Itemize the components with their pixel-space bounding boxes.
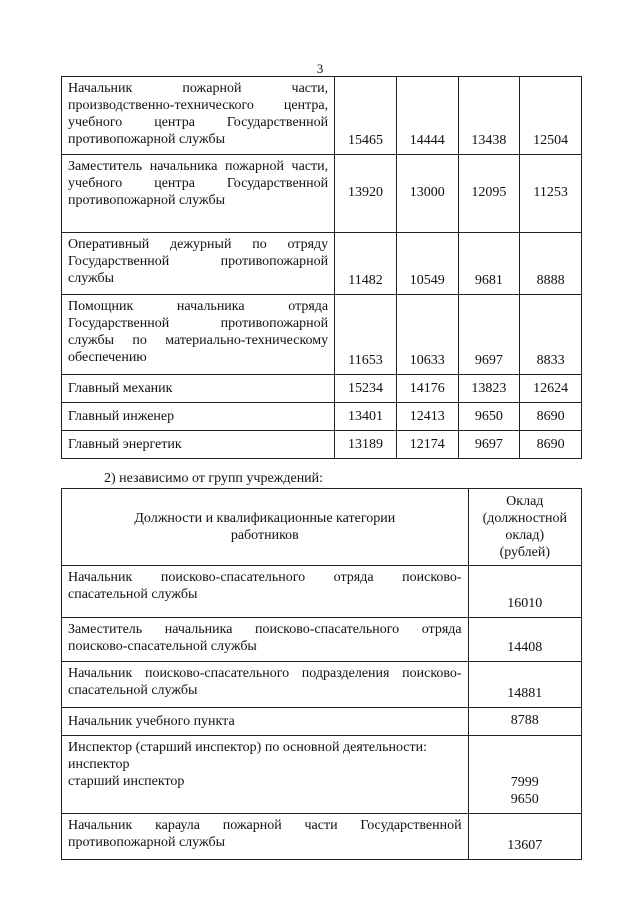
header-position: Должности и квалификационные категории работников bbox=[62, 489, 469, 566]
salary-cell: 11253 bbox=[520, 155, 582, 233]
grade-salary: 9650 bbox=[510, 792, 539, 807]
table-row bbox=[62, 566, 582, 618]
salary-cell: 14408 bbox=[468, 618, 581, 662]
table-header-row bbox=[62, 489, 582, 566]
salary-cell: 8833 bbox=[520, 295, 582, 375]
salary-cell: 14881 bbox=[468, 662, 581, 708]
position-cell: Оперативный дежурный по отряду Государственной противопожарной службы bbox=[62, 233, 335, 295]
salary-cell: 13438 bbox=[458, 77, 520, 155]
table-row bbox=[62, 403, 582, 431]
position-cell: Начальник учебного пункта bbox=[62, 708, 469, 736]
salary-cell: 12413 bbox=[396, 403, 458, 431]
section-label: 2) независимо от групп учреждений: bbox=[104, 471, 324, 486]
table-row bbox=[62, 708, 582, 736]
salary-cell: 13920 bbox=[335, 155, 397, 233]
salary-cell: 14444 bbox=[396, 77, 458, 155]
salary-cell: 13401 bbox=[335, 403, 397, 431]
salary-cell: 8788 bbox=[468, 708, 581, 736]
salary-cell: 9681 bbox=[458, 233, 520, 295]
salary-cell: 13823 bbox=[458, 375, 520, 403]
salary-cell: 8690 bbox=[520, 403, 582, 431]
page-number: 3 bbox=[316, 61, 324, 76]
table-row bbox=[62, 814, 582, 860]
salary-table-independent bbox=[61, 488, 582, 860]
grade-salary: 7999 bbox=[510, 775, 539, 790]
salary-cell: 13607 bbox=[468, 814, 581, 860]
salary-cell: 15465 bbox=[335, 77, 397, 155]
table-row bbox=[62, 155, 582, 233]
table-row bbox=[62, 77, 582, 155]
salary-cell: 14176 bbox=[396, 375, 458, 403]
position-cell: Заместитель начальника поисково-спасательного отряда поисково-спасательной службы bbox=[62, 618, 469, 662]
salary-cell: 10633 bbox=[396, 295, 458, 375]
position-cell bbox=[62, 736, 469, 814]
salary-cell: 12174 bbox=[396, 431, 458, 459]
salary-cell: 12624 bbox=[520, 375, 582, 403]
salary-cell: 11653 bbox=[335, 295, 397, 375]
salary-table-by-group bbox=[61, 76, 582, 459]
position-cell: Начальник поисково-спасательного подразделения поисково-спасательной службы bbox=[62, 662, 469, 708]
salary-cell: 8888 bbox=[520, 233, 582, 295]
position-cell: Начальник караула пожарной части Государственной противопожарной службы bbox=[62, 814, 469, 860]
position-cell: Помощник начальника отряда Государственной противопожарной службы по материально-техническому обеспечению bbox=[62, 295, 335, 375]
table-row bbox=[62, 736, 582, 814]
table-row bbox=[62, 375, 582, 403]
position-cell: Заместитель начальника пожарной части, учебного центра Государственной противопожарной службы bbox=[62, 155, 335, 233]
position-cell: Главный механик bbox=[62, 375, 335, 403]
salary-cell: 12095 bbox=[458, 155, 520, 233]
salary-cell: 15234 bbox=[335, 375, 397, 403]
table-row bbox=[62, 431, 582, 459]
position-cell: Главный энергетик bbox=[62, 431, 335, 459]
salary-cell: 16010 bbox=[468, 566, 581, 618]
salary-cell: 11482 bbox=[335, 233, 397, 295]
salary-cell: 9697 bbox=[458, 295, 520, 375]
salary-cell: 12504 bbox=[520, 77, 582, 155]
salary-cell: 13000 bbox=[396, 155, 458, 233]
salary-cell: 10549 bbox=[396, 233, 458, 295]
position-cell: Начальник пожарной части, производственно-технического центра, учебного центра Государственной противопожарной службы bbox=[62, 77, 335, 155]
salary-cell bbox=[468, 736, 581, 814]
header-salary: Оклад (должностной оклад) (рублей) bbox=[468, 489, 581, 566]
salary-cell: 8690 bbox=[520, 431, 582, 459]
grade-label: старший инспектор bbox=[68, 774, 185, 789]
table-row bbox=[62, 618, 582, 662]
salary-cell: 9697 bbox=[458, 431, 520, 459]
table-row bbox=[62, 233, 582, 295]
table-row bbox=[62, 662, 582, 708]
salary-cell: 13189 bbox=[335, 431, 397, 459]
grade-label: инспектор bbox=[68, 757, 130, 772]
position-cell: Главный инженер bbox=[62, 403, 335, 431]
position-cell: Начальник поисково-спасательного отряда поисково-спасательной службы bbox=[62, 566, 469, 618]
salary-cell: 9650 bbox=[458, 403, 520, 431]
table-row bbox=[62, 295, 582, 375]
position-title: Инспектор (старший инспектор) по основной деятельности: bbox=[68, 740, 428, 755]
